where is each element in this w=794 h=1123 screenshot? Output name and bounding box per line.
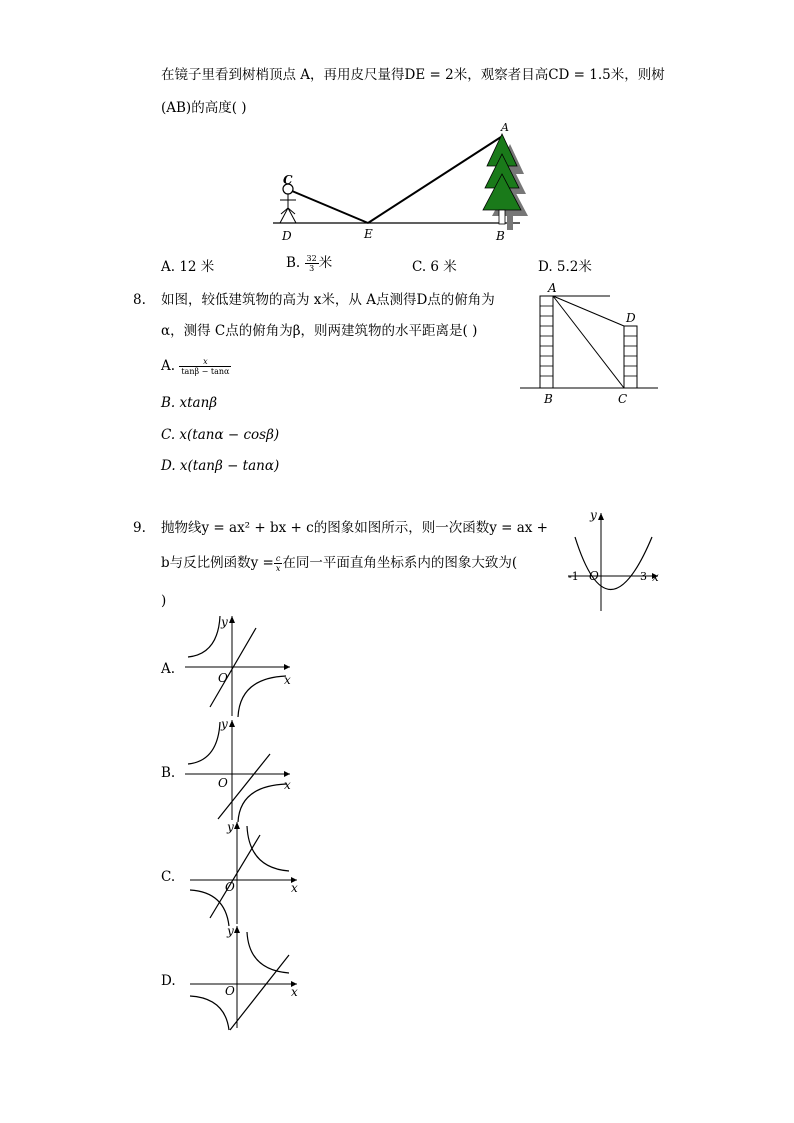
q9-c-y-label: y — [227, 820, 234, 834]
q8-option-c[interactable]: C. x(tanα − cosβ) — [161, 427, 280, 443]
q8-option-a-den: tanβ − tanα — [181, 367, 230, 376]
q9-b-x-label: x — [284, 778, 291, 792]
q7-label-e: E — [364, 227, 373, 241]
q9-option-c[interactable]: C. — [161, 869, 176, 885]
q8-option-b[interactable]: B. xtanβ — [161, 395, 218, 411]
q9-fig-origin-label: O — [589, 569, 599, 583]
q8-number: 8. — [133, 292, 146, 308]
q8-option-d[interactable]: D. x(tanβ − tanα) — [161, 458, 280, 474]
q8-label-b: B — [544, 392, 553, 406]
q9-option-a[interactable]: A. — [161, 661, 176, 677]
q9-b-y-label: y — [221, 717, 228, 731]
q7-label-b: B — [496, 229, 505, 243]
q9-option-d-graph[interactable] — [185, 922, 305, 1032]
q9-d-y-label: y — [227, 924, 234, 938]
q7-label-a: A — [501, 121, 509, 134]
q9-a-y-label: y — [221, 615, 228, 629]
q9-parabola-figure — [560, 505, 665, 615]
q9-d-x-label: x — [291, 985, 298, 999]
q8-text-line1: 如图，较低建筑物的高为 x米，从 A点测得D点的俯角为 — [161, 292, 495, 308]
q9-fig-3-label: 3 — [640, 570, 647, 583]
q7-option-b-prefix: B. — [286, 255, 301, 271]
q8-option-a-prefix: A. — [161, 358, 176, 374]
q9-d-origin-label: O — [225, 984, 235, 998]
q9-text-line3: ) — [161, 593, 167, 609]
q9-option-a-graph[interactable] — [180, 612, 300, 722]
q7-option-d[interactable]: D. 5.2米 — [538, 259, 592, 275]
q9-b-origin-label: O — [218, 776, 228, 790]
q8-text-line2: α，测得 C点的俯角为β，则两建筑物的水平距离是( ) — [161, 323, 478, 339]
q7-option-b-num: 32 — [306, 254, 317, 263]
q9-text-line2-a: b与反比例函数y = — [161, 555, 274, 571]
q8-label-a: A — [548, 281, 557, 295]
q7-option-b-fraction — [305, 254, 319, 273]
q9-number: 9. — [133, 520, 146, 536]
q9-fraction-den: x — [275, 564, 281, 573]
q9-option-b[interactable]: B. — [161, 765, 176, 781]
q7-figure — [265, 118, 535, 248]
q8-option-a[interactable] — [161, 357, 231, 376]
q8-label-d: D — [626, 311, 636, 325]
q8-option-a-fraction — [179, 357, 231, 376]
q9-text-line2-b: 在同一平面直角坐标系内的图象大致为( — [282, 555, 518, 571]
q8-label-c: C — [618, 392, 628, 406]
q8-option-a-num: x — [179, 357, 231, 367]
q9-c-origin-label: O — [225, 880, 235, 894]
q9-option-d[interactable]: D. — [161, 973, 176, 989]
q9-text-line1: 抛物线y = ax² + bx + c的图象如图所示，则一次函数y = ax + — [161, 520, 548, 536]
q9-fig-y-label: y — [590, 508, 597, 522]
q9-option-c-graph[interactable] — [185, 818, 305, 928]
q7-option-c[interactable]: C. 6 米 — [412, 259, 457, 275]
q7-option-b[interactable] — [286, 251, 332, 273]
q7-option-b-suffix: 米 — [318, 255, 333, 271]
q9-fraction-num: c — [274, 554, 283, 564]
q7-option-b-den: 3 — [309, 264, 315, 273]
q7-label-c: C — [283, 173, 293, 187]
q7-text-line2: (AB)的高度( ) — [161, 100, 247, 116]
q7-option-a[interactable]: A. 12 米 — [161, 259, 215, 275]
q9-c-x-label: x — [291, 881, 298, 895]
q9-option-b-graph[interactable] — [180, 716, 300, 826]
q9-text-line2 — [161, 554, 517, 573]
q9-a-origin-label: O — [218, 671, 228, 685]
q9-fig-neg1-label: -1 — [568, 570, 579, 583]
q7-label-d: D — [282, 229, 292, 243]
q9-a-x-label: x — [284, 673, 291, 687]
q8-figure — [518, 280, 663, 405]
q7-text-line1: 在镜子里看到树梢顶点 A，再用皮尺量得DE = 2米，观察者目高CD = 1.5米，则树 — [161, 67, 665, 83]
q9-fig-x-label: x — [652, 570, 659, 584]
